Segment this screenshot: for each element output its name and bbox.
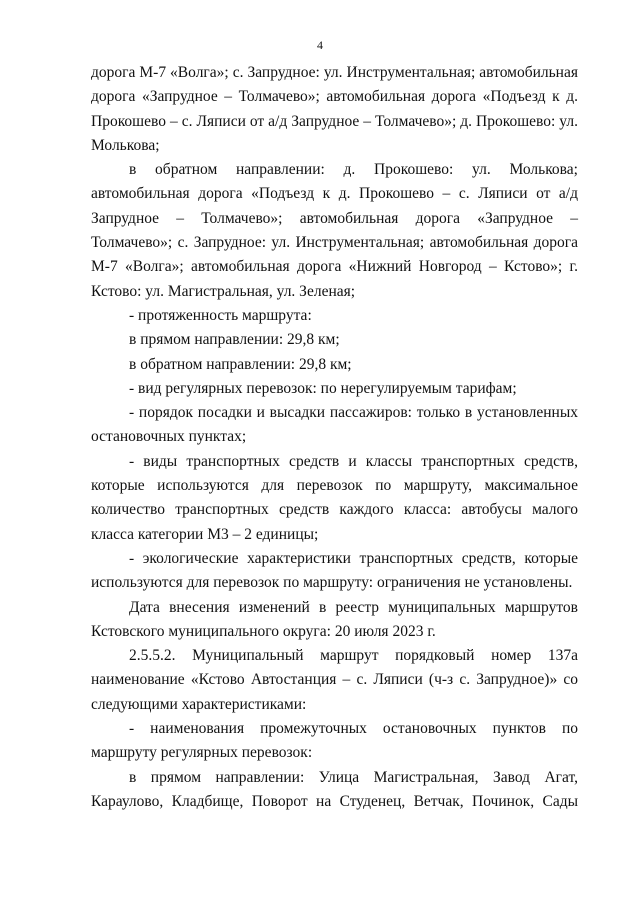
paragraph-ecological: - экологические характеристики транспортных средств, которые используются для перевозок по маршруту: ограничения не установлены. — [91, 549, 578, 592]
paragraph-transport-type: - вид регулярных перевозок: по нерегулируемым тарифам; — [129, 379, 517, 397]
paragraph-route-reverse: в обратном направлении: д. Прокошево: ул. Молькова; автомобильная дорога «Подъезд к д. Прокошево – с. Ляписи от а/д Запрудное – Толмачево»; автомобильная дорога «Запрудное – Толмачево»; с. Запрудное: ул. Инструментальная; автомобильная дорога М-7 «Волга»; автомобильная дорога «Нижний Новгород – Кстово»; г. Кстово: ул. Магистральная, ул. Зеленая; — [91, 161, 578, 300]
paragraph-length-reverse: в обратном направлении: 29,8 км; — [129, 355, 352, 373]
paragraph-length-forward: в прямом направлении: 29,8 км; — [129, 331, 340, 349]
paragraph-registry-date: Дата внесения изменений в реестр муниципальных маршрутов Кстовского муниципального округа: 20 июля 2023 г. — [91, 598, 578, 640]
paragraph-route-forward-continuation: дорога М-7 «Волга»; с. Запрудное: ул. Инструментальная; автомобильная дорога «Запрудное – Толмачево»; автомобильная дорога «Подъезд к д. Прокошево – с. Ляписи от а/д Запрудное – Толмачево»; д. Прокошево: ул. Молькова; — [91, 64, 578, 154]
paragraph-route-length: - протяженность маршрута: — [129, 306, 312, 324]
page-number: 4 — [317, 38, 323, 52]
document-body — [91, 61, 578, 814]
paragraph-route-137a: 2.5.5.2. Муниципальный маршрут порядковый номер 137а наименование «Кстово Автостанция – с. Ляписи (ч-з с. Запрудное)» со следующими характеристиками: — [91, 647, 578, 713]
paragraph-stops-forward: в прямом направлении: Улица Магистральная, Завод Агат, Караулово, Кладбище, Поворот на Студенец, Ветчак, Починок, Сады — [91, 768, 578, 810]
paragraph-vehicle-classes: - виды транспортных средств и классы транспортных средств, которые используются для перевозок по маршруту, максимальное количество транспортных средств каждого класса: автобусы малого класса категории М3 – 2 единицы; — [91, 452, 578, 543]
paragraph-intermediate-stops: - наименования промежуточных остановочных пунктов по маршруту регулярных перевозок: — [91, 720, 578, 762]
paragraph-boarding-order: - порядок посадки и высадки пассажиров: только в установленных остановочных пунктах; — [91, 404, 578, 446]
